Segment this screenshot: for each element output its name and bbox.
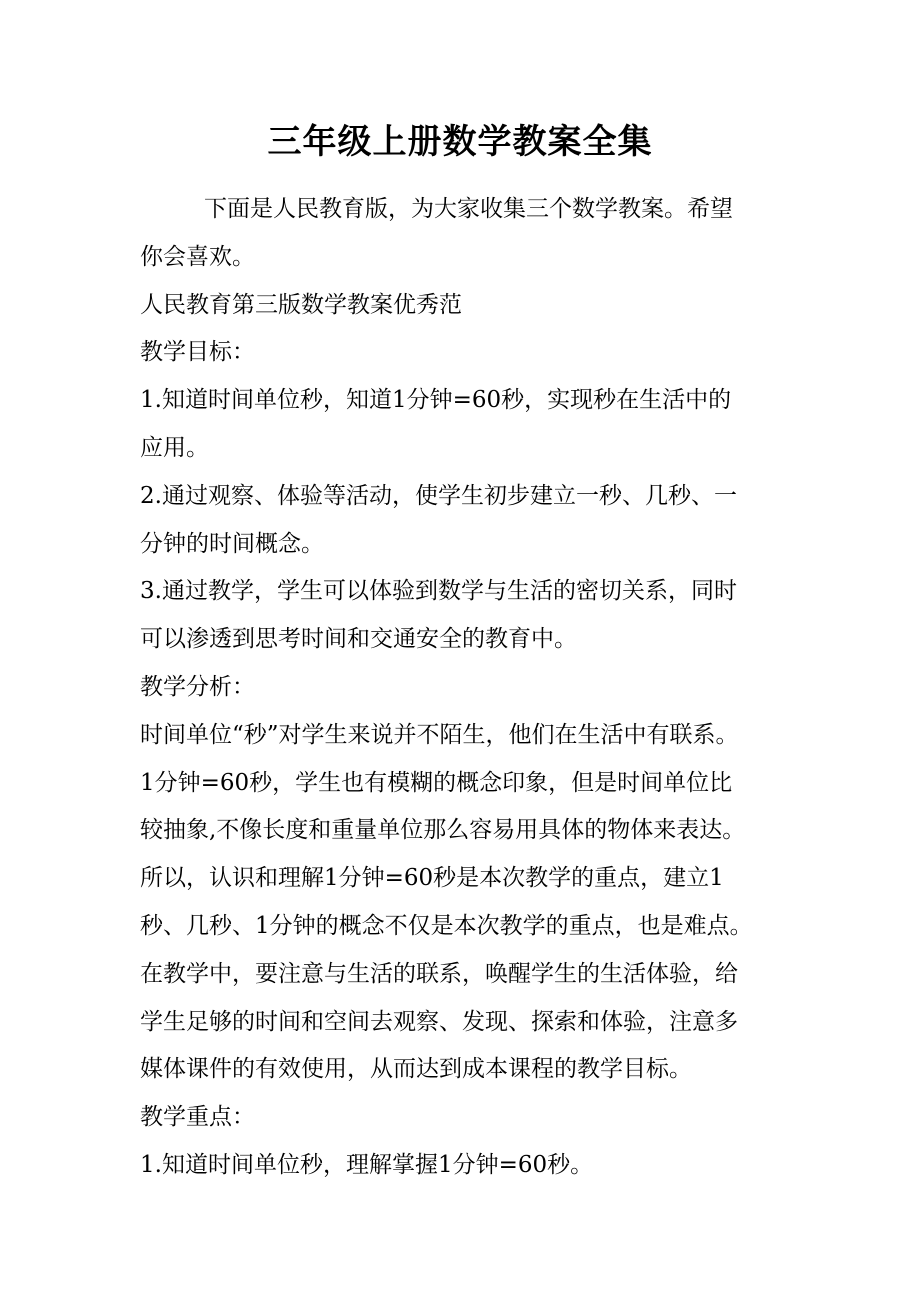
document-title: 三年级上册数学教案全集 [267,122,653,162]
section-heading-analysis: 教学分析： [140,673,255,700]
analysis-line-3: 较抽象,不像长度和重量单位那么容易用具体的物体来表达。 [140,817,746,844]
objective-1-line-2: 应用。 [140,434,209,461]
analysis-line-1: 时间单位“秒”对学生来说并不陌生，他们在生活中有联系。 [140,721,739,748]
analysis-line-7: 学生足够的时间和空间去观察、发现、探索和体验，注意多 [140,1008,738,1035]
objective-2-line-2: 分钟的时间概念。 [140,530,324,557]
analysis-line-5: 秒、几秒、1分钟的概念不仅是本次教学的重点，也是难点。 [140,912,753,939]
objective-3-line-1: 3.通过教学，学生可以体验到数学与生活的密切关系，同时 [140,578,737,605]
intro-line-1: 下面是人民教育版，为大家收集三个数学教案。希望 [204,196,733,222]
analysis-line-2: 1分钟=60秒，学生也有模糊的概念印象，但是时间单位比 [140,769,733,796]
objective-2-line-1: 2.通过观察、体验等活动，使学生初步建立一秒、几秒、一 [140,482,737,509]
section-heading-objectives: 教学目标： [140,339,255,366]
document-body [140,186,800,1190]
analysis-line-4: 所以，认识和理解1分钟=60秒是本次教学的重点，建立1 [140,865,724,892]
lesson-heading: 人民教育第三版数学教案优秀范 [140,291,462,318]
objective-3-line-2: 可以渗透到思考时间和交通安全的教育中。 [140,626,577,653]
objective-1-line-1: 1.知道时间单位秒，知道1分钟=60秒，实现秒在生活中的 [140,387,732,414]
key-point-1: 1.知道时间单位秒，理解掌握1分钟=60秒。 [140,1151,594,1178]
intro-line-2: 你会喜欢。 [140,243,255,270]
analysis-line-8: 媒体课件的有效使用，从而达到成本课程的教学目标。 [140,1056,692,1083]
section-heading-key-points: 教学重点： [140,1104,255,1131]
analysis-line-6: 在教学中，要注意与生活的联系，唤醒学生的生活体验，给 [140,960,738,987]
